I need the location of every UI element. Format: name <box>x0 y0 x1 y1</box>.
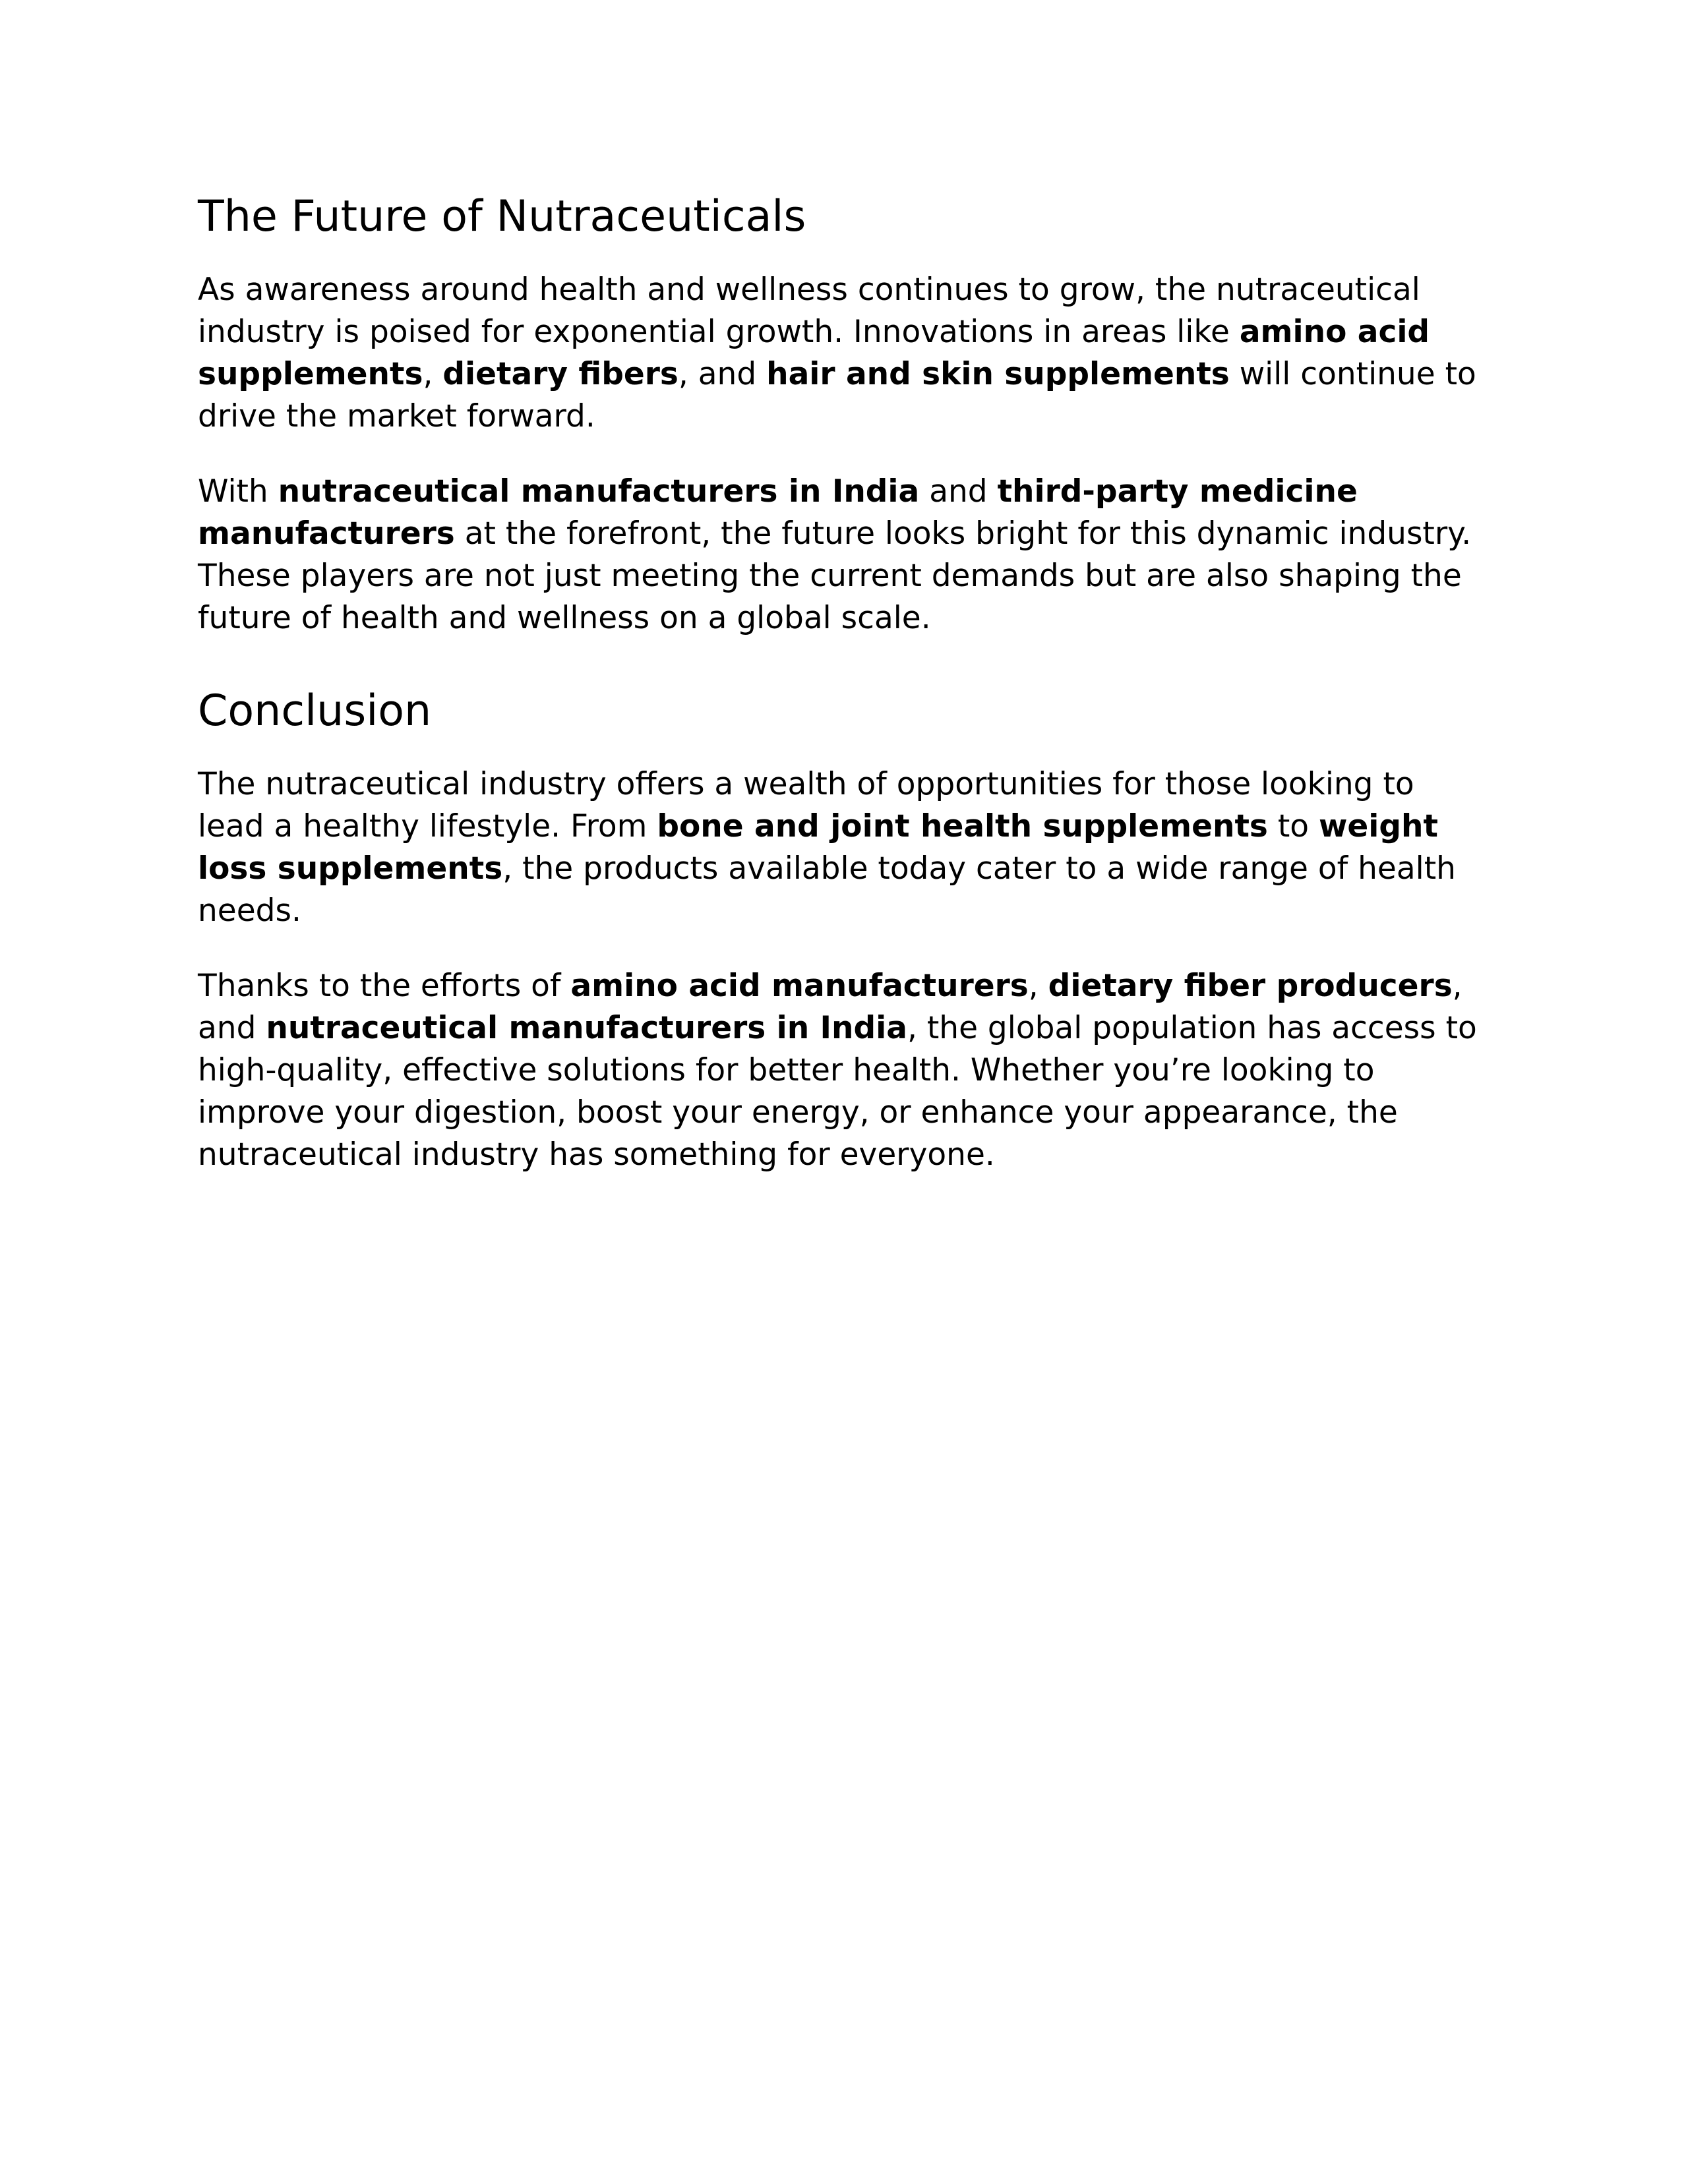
bold-text-run: dietary fibers <box>442 356 678 392</box>
text-run: , and <box>198 968 1462 1046</box>
bold-text-run: nutraceutical manufacturers in India <box>266 1010 907 1046</box>
bold-text-run: third-party medicine manufacturers <box>198 473 1358 552</box>
paragraph-conclusion-efforts <box>198 965 1490 1176</box>
document-page <box>198 191 1490 1176</box>
text-run: , the global population has access to high-quality, effective solutions for better health. Whether you’re looking to improve your digestion, boost your energy, or enhance your appearance, the nutraceutical industry has something for everyone. <box>198 1010 1477 1173</box>
paragraph-future-manufacturers <box>198 471 1490 639</box>
section-heading-future: The Future of Nutraceuticals <box>198 192 806 241</box>
text-run: The nutraceutical industry offers a wealth of opportunities for those looking to lead a healthy lifestyle. From <box>198 766 1414 844</box>
text-run: to <box>1267 808 1319 844</box>
text-run: With <box>198 473 278 510</box>
bold-text-run: weight loss supplements <box>198 808 1438 887</box>
text-run: and <box>919 473 998 510</box>
text-run: at the forefront, the future looks bright for this dynamic industry. These players are not just meeting the current demands but are also shaping the future of health and wellness on a global scale. <box>198 516 1472 636</box>
text-run: As awareness around health and wellness continues to grow, the nutraceutical industry is poised for exponential growth. Innovations in areas like <box>198 272 1420 350</box>
text-run: will continue to drive the market forward. <box>198 356 1476 434</box>
text-run: Thanks to the efforts of <box>198 968 571 1004</box>
text-run: , and <box>678 356 767 392</box>
bold-text-run: nutraceutical manufacturers in India <box>278 473 920 510</box>
paragraph-future-innovations <box>198 269 1490 438</box>
text-run: , <box>423 356 443 392</box>
text-run: , <box>1028 968 1048 1004</box>
paragraph-conclusion-opportunities <box>198 763 1490 932</box>
section-heading-conclusion: Conclusion <box>198 686 432 736</box>
bold-text-run: hair and skin supplements <box>766 356 1230 392</box>
bold-text-run: amino acid manufacturers <box>570 968 1029 1004</box>
bold-text-run: amino acid supplements <box>198 314 1430 392</box>
text-run: , the products available today cater to a wide range of health needs. <box>198 850 1456 929</box>
bold-text-run: dietary fiber producers <box>1048 968 1453 1004</box>
bold-text-run: bone and joint health supplements <box>657 808 1268 844</box>
